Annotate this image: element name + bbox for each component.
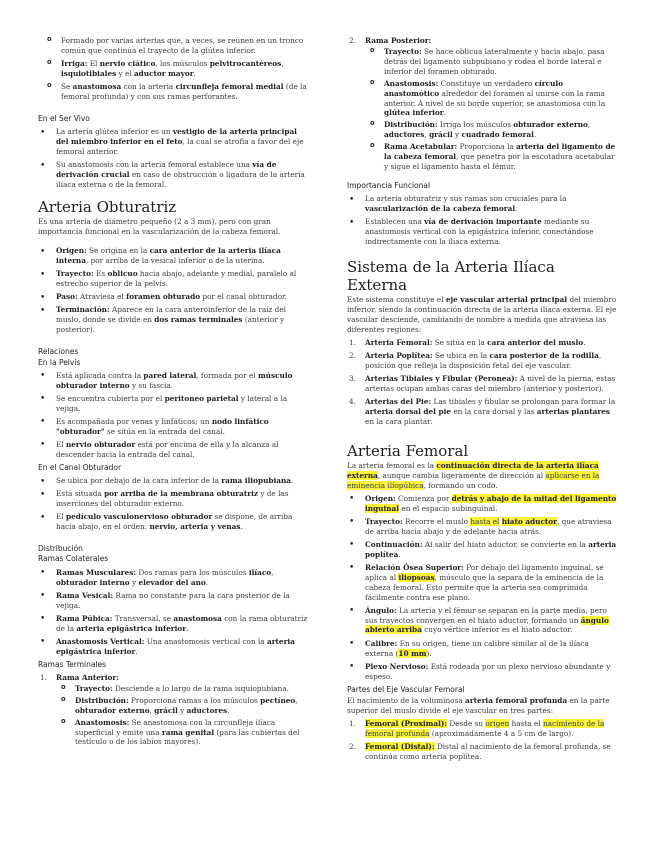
text-run: La arteria femoral es la [347, 460, 437, 470]
highlighted-text: origen [485, 718, 510, 728]
bold-text: obturador externo [513, 120, 588, 130]
text-run: Se encuentra cubierta por el [56, 393, 165, 403]
text-run: Al salir del hiato aductor, se convierte en la [422, 539, 589, 549]
externa-list [347, 338, 617, 427]
obturatriz-list [38, 246, 308, 335]
list-item [347, 351, 617, 371]
text-run: , que atraviesa de arriba hacia abajo y de adelante hacia atrás. [365, 516, 612, 536]
text-run: y el [116, 68, 134, 78]
colaterales-list [38, 568, 308, 657]
bold-text: círculo anastomótico [384, 78, 564, 98]
text-run: . [291, 476, 294, 486]
femoral-list [347, 494, 617, 682]
left-column [38, 36, 308, 751]
canal-list [38, 476, 308, 532]
text-run: Está aplicada contra la [56, 370, 144, 380]
text-run: Está situada [56, 489, 105, 499]
section-heading: Distribución [38, 544, 83, 554]
list-item [56, 718, 308, 748]
text-run: del miembro inferior, siendo la continuación directa de la arteria ilíaca externa. El eje vascular desciende, cambiando de nombre a medida que atraviesa las diferentes regiones: [347, 294, 617, 334]
list-item [365, 79, 617, 119]
bold-text: foramen obturado [126, 292, 201, 302]
text-run: Se origina en la [86, 246, 150, 256]
text-run: y [452, 130, 462, 140]
item-number: 2. [349, 350, 356, 360]
text-run: Desciende a lo largo de la rama isquiopubiana. [112, 683, 289, 693]
list-item [38, 246, 308, 266]
bold-text: Relación Ósea Superior: [365, 562, 464, 572]
bold-text: Trayecto: [384, 46, 422, 56]
text-run: Distal al nacimiento de la femoral profunda, se continúa como arteria poplítea. [365, 741, 611, 761]
list-item [38, 269, 308, 289]
intro-paragraph: Es una arteria de diámetro pequeño (2 a 3 mm), pero con gran importancia funcional en la vascularización de la cabeza femoral. [38, 217, 281, 237]
bold-text: anastomosa [173, 613, 222, 623]
list-item [56, 696, 308, 716]
list-item [38, 292, 308, 302]
text-run: La arteria obturatriz y sus ramas son cruciales para la [365, 194, 567, 204]
right-column [347, 36, 617, 765]
text-run: , [424, 130, 430, 140]
list-item [38, 127, 308, 157]
bold-text: peritoneo parietal [164, 393, 239, 403]
pelvis-list [38, 371, 308, 460]
item-number: 1. [349, 337, 356, 347]
text-run: y [177, 705, 187, 715]
item-number: 1. [40, 672, 47, 682]
text-run: . [227, 705, 230, 715]
text-run: , los músculos [155, 59, 210, 69]
text-run: con la rama obturatriz de la [56, 613, 308, 633]
text-run: . [398, 549, 401, 559]
text-run: , [587, 120, 591, 130]
text-run: Este sistema constituye el [347, 294, 446, 304]
text-run: en la parte superior del muslo divide el eje vascular en tres partes: [347, 695, 610, 715]
bold-text: Terminación: [56, 305, 110, 315]
bold-text: pectíneo [260, 695, 296, 705]
bold-text: pedículo vasculonervioso obturador [65, 512, 213, 522]
text-run: Proporciona ramas a los músculos [128, 695, 261, 705]
bold-text: Rama Acetabular: [384, 142, 458, 152]
text-run: . [515, 204, 518, 214]
list-item [347, 194, 617, 214]
bold-text: nervio obturador [65, 439, 136, 449]
highlighted-text: iliopsoas [398, 572, 435, 582]
text-run: El [56, 512, 66, 522]
bold-text: arteria poplítea [365, 539, 617, 559]
bold-text: aductores [186, 705, 228, 715]
list-item [38, 305, 308, 335]
text-run: La arteria y el fémur se separan en la parte media, pero sus trayectos convergen en el hiato aductor, formando un [365, 605, 607, 625]
bold-text: isquiotibiales [61, 68, 117, 78]
text-run: cuyo vértice inferior es el hiato aductor. [421, 625, 573, 635]
terminales-list [38, 673, 308, 747]
bold-text: obturador externo [75, 705, 150, 715]
text-run: Por debajo del ligamento inguinal, se aplica al [365, 562, 604, 582]
bold-text: Arteria Femoral: [365, 337, 433, 347]
bold-text: dos ramas terminales [154, 315, 243, 325]
text-run: El [87, 59, 100, 69]
highlighted-text: continuación directa de la arteria ilíaca externa [347, 460, 599, 480]
bold-text: arteria dorsal del pie [365, 406, 452, 416]
text-run: alrededor del foramen al unirse con la rama anterior. A nivel de su borde superior, se anastomosa con la [384, 88, 606, 108]
bold-text: elevador del ano [138, 577, 206, 587]
intro-paragraph [347, 461, 617, 491]
text-run: en la cara plantar. [365, 416, 433, 426]
text-run: La arteria glútea inferior es un [56, 127, 173, 137]
text-run: Aparece en la cara anteroinferior de la raíz del muslo, donde se divide en [56, 305, 286, 325]
bold-text: rama genital [161, 727, 215, 737]
text-run: Rama no constante para la cara posterior de la vejiga. [56, 590, 290, 610]
list-item [365, 120, 617, 140]
text-run: Irriga los músculos [437, 120, 514, 130]
bold-text: Arterias Tibiales y Fibular (Peronea): [365, 373, 518, 383]
list-item [347, 397, 617, 427]
bold-text: arteria del ligamento de la cabeza femoral [384, 142, 616, 162]
list-item [347, 374, 617, 394]
list-item [347, 540, 617, 560]
text-run: , la cual se atrofia a favor del eje femoral anterior. [56, 137, 304, 157]
bold-text: arterias plantares [536, 406, 610, 416]
section-heading: En el Ser Vivo [38, 114, 90, 124]
bold-text: vascularización de la cabeza femoral [365, 204, 516, 214]
text-run: El [56, 439, 66, 449]
bold-text: cuadrado femoral [461, 130, 534, 140]
text-run: mediante su anastomosis vertical con la epigástrica inferior, conectándose indirectamente con la ilíaca externa. [365, 217, 594, 247]
list-item [42, 82, 308, 102]
text-run: , formada por el [196, 370, 258, 380]
list-item [38, 440, 308, 460]
highlighted-text: nacimiento de la femoral profunda [365, 718, 605, 738]
bold-text: anastomosa [72, 82, 122, 92]
subsection-heading: En la Pelvis [38, 357, 81, 367]
item-number: 3. [349, 373, 356, 383]
highlighted-text: 10 mm [398, 648, 427, 658]
bold-text: cara anterior del muslo [487, 337, 584, 347]
text-run: , por arriba de la vesical inferior o de la uterina. [85, 256, 265, 266]
subsection-heading: Ramas Terminales [38, 659, 107, 669]
text-run: , [271, 567, 274, 577]
text-run: (aproximadamente 4 a 5 cm de largo). [429, 728, 574, 738]
anterior-sublist [56, 684, 308, 748]
list-item [38, 614, 308, 634]
text-run: . [186, 623, 189, 633]
text-run: y [129, 577, 139, 587]
bold-text: aductores [384, 130, 425, 140]
bold-text: cara anterior de la arteria ilíaca interna [56, 246, 281, 266]
list-item [347, 338, 617, 348]
list-item [38, 417, 308, 437]
bold-text: Origen: [365, 493, 396, 503]
list-item [347, 517, 617, 537]
bold-text: nervio ciático [99, 59, 156, 69]
item-number: 1. [349, 718, 356, 728]
list-item [347, 563, 617, 603]
list-item [347, 742, 617, 762]
list-item [365, 142, 617, 172]
text-run: . [443, 108, 446, 118]
list-item [38, 673, 308, 747]
item-title: Rama Posterior: [365, 36, 432, 45]
text-run: . [583, 337, 586, 347]
text-run: Se ubica en la [432, 350, 490, 360]
list-item [347, 36, 617, 172]
bold-text: Calibre: [365, 638, 398, 648]
text-run: A nivel de la pierna, estas arterias ocupan ambas caras del miembro (anterior y posterior). [365, 373, 616, 393]
bold-text: Ramas Musculares: [56, 567, 137, 577]
subsection-heading: Partes del Eje Vascular Femoral [347, 684, 465, 694]
text-run: Se anastomosa con la circunfleja ilíaca superficial y emite una [75, 717, 276, 737]
text-run: , que penetra por la escotadura acetabular y sigue el ligamento hasta el fémur. [384, 152, 615, 172]
text-run: Está rodeada por un plexo nervioso abundante y espeso. [365, 661, 611, 681]
section-title: Sistema de la Arteria Ilíaca Externa [347, 258, 555, 294]
text-run: Atraviesa el [77, 292, 127, 302]
item-title: Rama Anterior: [56, 672, 119, 682]
bold-text: aductor mayor [133, 68, 194, 78]
text-run: en el espacio subinguinal. [399, 503, 498, 513]
section-title: Arteria Femoral [347, 441, 469, 460]
list-item [38, 591, 308, 611]
bold-text: Continuación: [365, 539, 423, 549]
bold-text: Trayecto: [365, 516, 403, 526]
bold-text: Plexo Nervioso: [365, 661, 429, 671]
highlighted-text: Femoral (Proximal): [365, 718, 448, 728]
bold-text: Distribución: [384, 120, 438, 130]
list-item [38, 568, 308, 588]
bold-text: eje vascular arterial principal [445, 294, 568, 304]
text-run: en caso de obstrucción o ligadura de la arteria ilíaca externa o de la femoral. [56, 170, 305, 190]
text-run: En su origen, tiene un calibre similar al de la ilíaca externa ( [365, 638, 589, 658]
bold-text: músculo obturador interno [56, 370, 293, 390]
text-run: Las tibiales y fibular se prolongan para formar la [431, 396, 616, 406]
text-run: Formado por varias arterias que, a veces, se reúnen en un tronco común que continúa el trayecto de la glútea inferior. [61, 36, 304, 55]
list-item [347, 639, 617, 659]
text-run: , formando un codo. [423, 480, 498, 490]
text-run: . [240, 522, 243, 532]
bold-text: Rama Púbica: [56, 613, 113, 623]
text-run: por el canal obturador. [200, 292, 287, 302]
list-item [347, 662, 617, 682]
list-item [38, 476, 308, 486]
intro-paragraph [347, 295, 617, 335]
text-run: . [205, 577, 209, 587]
text-run: Transversal, se [112, 613, 174, 623]
item-number: 2. [349, 741, 356, 751]
bold-text: vestigio de la arteria principal del miembro inferior en el feto [56, 127, 297, 147]
text-run: Se sitúa en la [432, 337, 488, 347]
bold-text: Distribución: [75, 695, 129, 705]
intro-paragraph [347, 696, 617, 716]
text-run: está por encima de ella y la alcanza al descender hacia la entrada del canal. [56, 439, 279, 459]
list-item [38, 394, 308, 414]
text-run: y de las inserciones del obturador externo. [56, 489, 289, 509]
text-run: Se hace oblicua lateralmente y hacia abajo, pasa detrás del ligamento subpubiano y rodea el borde lateral e inferior del foramen obturado. [384, 46, 605, 76]
subsection-heading: En el Canal Obturador [38, 462, 122, 472]
text-run: Se ubica por debajo de la cara inferior de la [56, 476, 222, 486]
text-run: (para las cubiertas del testículo o de los labios mayores). [75, 727, 300, 747]
text-run: (anterior y posterior). [56, 315, 285, 335]
text-run: , músculo que la separa de la eminencia de la cabeza femoral. Esto permite que la arteria sea comprimida fácilmente contra ese plano. [365, 572, 604, 602]
text-run: Una anastomosis vertical con la [144, 636, 267, 646]
bold-text: Arteria Poplítea: [365, 350, 433, 360]
text-run: y su fascia. [129, 380, 174, 390]
text-run: Se [61, 82, 73, 92]
highlighted-text: detrás y abajo de la mitad del ligamento inguinal [365, 493, 617, 513]
text-run: y lateral a la vejiga. [56, 393, 288, 413]
text-run: se sitúa en la entrada del canal. [104, 426, 225, 436]
text-run: Es [93, 269, 108, 279]
bold-text: pared lateral [143, 370, 197, 380]
bold-text: arteria epigástrica inferior [76, 623, 187, 633]
text-run: Proporciona la [457, 142, 517, 152]
bold-text: Anastomosis: [384, 78, 439, 88]
subsection-heading: Ramas Colaterales [38, 554, 109, 564]
text-run: Es acompañada por venas y linfáticos; un [56, 416, 212, 426]
text-run: El nacimiento de la voluminosa [347, 695, 465, 705]
text-run: (de la femoral profunda) y con sus ramas perforantes. [61, 82, 307, 101]
list-item [56, 684, 308, 694]
highlighted-text: Femoral (Distal): [365, 741, 435, 751]
text-run: , [295, 695, 298, 705]
bold-text: rama iliopubiana [221, 476, 292, 486]
bold-text: Trayecto: [75, 683, 113, 693]
text-run: Desde su [447, 718, 486, 728]
list-item [347, 217, 617, 247]
text-run: en la cara dorsal y las [451, 406, 537, 416]
highlighted-text: ángulo abierto arriba [365, 615, 609, 635]
text-run: se dispone, de arriba hacia abajo, en el orden: [56, 512, 293, 532]
list-item [347, 719, 617, 739]
bold-text: oblicuo [107, 269, 138, 279]
highlighted-text: hiato aductor [501, 516, 557, 526]
item-number: 2. [349, 36, 356, 45]
bold-text: nervio, arteria y venas [149, 522, 241, 532]
text-run: , aunque cambia ligeramente de dirección al [377, 470, 546, 480]
text-run: . [135, 646, 138, 656]
partes-list [347, 719, 617, 762]
posterior-sublist [365, 47, 617, 172]
bold-text: Origen: [56, 246, 87, 256]
bold-text: Ángulo: [365, 605, 397, 615]
text-run: , [149, 705, 155, 715]
list-item [365, 47, 617, 77]
bold-text: glútea inferior [384, 108, 444, 118]
terminales-list-cont [347, 36, 617, 172]
bold-text: vía de derivación crucial [56, 160, 277, 180]
bold-text: circunfleja femoral medial [175, 82, 284, 92]
text-run: con la arteria [121, 82, 176, 92]
page-title: Arteria Obturatriz [38, 198, 177, 217]
text-run: ). [426, 648, 432, 658]
bold-text: Irriga: [61, 59, 88, 69]
bold-text: grácil [154, 705, 178, 715]
ser-vivo-list [38, 127, 308, 190]
list-item [38, 637, 308, 657]
bold-text: Paso: [56, 292, 78, 302]
bold-text: Trayecto: [56, 269, 94, 279]
text-run: hasta el [509, 718, 543, 728]
list-item [347, 606, 617, 636]
list-item [42, 36, 308, 56]
text-run: Establecen una [365, 217, 425, 227]
section-heading: Importancia Funcional [347, 181, 431, 191]
bold-text: pelvitrocantéreos [209, 59, 282, 69]
list-item [38, 489, 308, 509]
bold-text: obturador interno [56, 577, 130, 587]
text-run: Dos ramas para los músculos [136, 567, 249, 577]
importancia-list [347, 194, 617, 247]
bold-text: cara posterior de la rodilla [489, 350, 599, 360]
highlighted-text: aplicarse en la eminencia iliopúbica [347, 470, 600, 490]
text-run: , posición que refleja la disposición fetal del eje vascular. [365, 350, 602, 370]
text-run: Su anastomosis con la arteria femoral establece una [56, 160, 253, 170]
list-item [347, 494, 617, 514]
text-run: , [281, 59, 284, 69]
bold-text: grácil [429, 130, 453, 140]
text-run: Constituye un verdadero [438, 78, 535, 88]
bold-text: Anastomosis: [75, 717, 130, 727]
list-item [38, 512, 308, 532]
bold-text: ilíaco [248, 567, 272, 577]
glutea-subitems [42, 36, 308, 102]
text-run: . [533, 130, 537, 140]
bold-text: Anastomosis Vertical: [56, 636, 145, 646]
text-run: Recorre el muslo [402, 516, 471, 526]
bold-text: arteria epigástrica inferior [56, 636, 295, 656]
bold-text: arteria femoral profunda [465, 695, 568, 705]
bold-text: nodo linfático "obturador" [56, 416, 269, 436]
highlighted-text: hasta el [470, 516, 500, 526]
text-run: hacia abajo, adelante y medial, paralelo al estrecho superior de la pelvis. [56, 269, 297, 289]
bold-text: Arterias del Pie: [365, 396, 432, 406]
bold-text: por arriba de la membrana obturatriz [104, 489, 258, 499]
section-heading: Relaciones [38, 347, 79, 357]
text-run: Comienza por [395, 493, 452, 503]
bold-text: vía de derivación importante [424, 217, 542, 227]
item-number: 4. [349, 396, 356, 406]
list-item [38, 160, 308, 190]
list-item [42, 59, 308, 79]
text-run: . [193, 68, 196, 78]
bold-text: Rama Vesical: [56, 590, 114, 600]
list-item [38, 371, 308, 391]
